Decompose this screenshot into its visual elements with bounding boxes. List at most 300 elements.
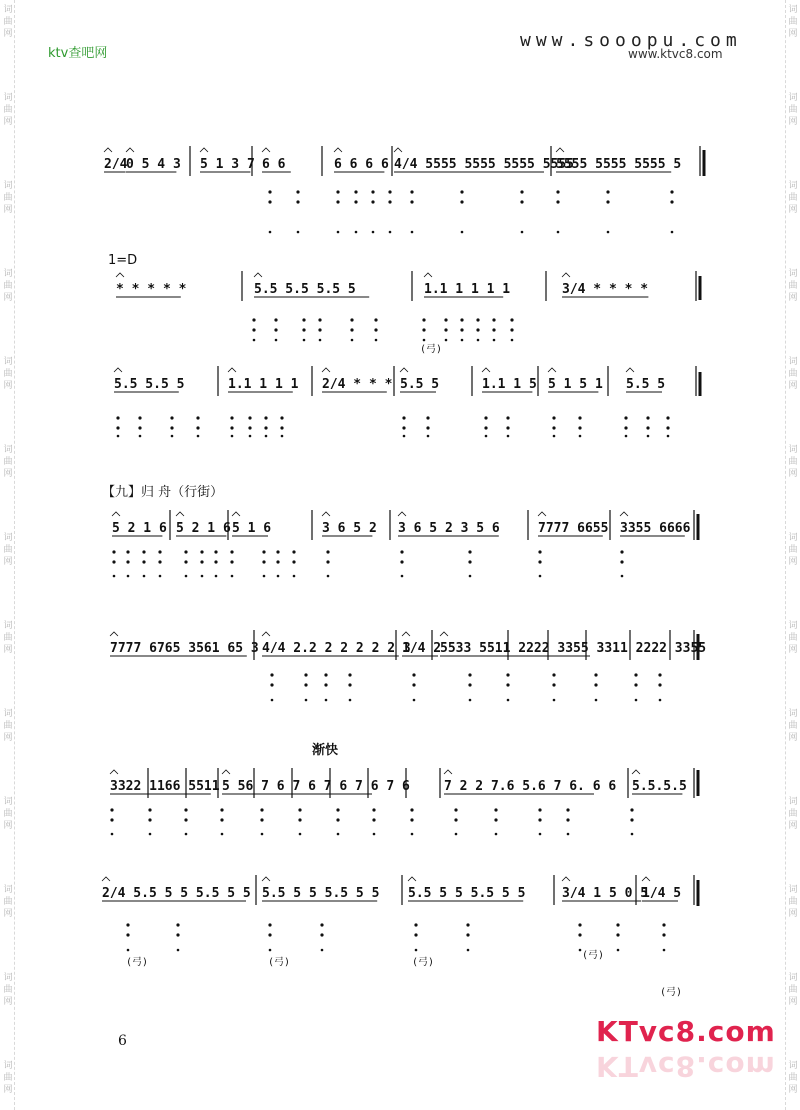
accompaniment-dot [389, 231, 392, 234]
accompaniment-dot [414, 923, 417, 926]
side-watermark-text: 词 曲 网 [788, 5, 798, 39]
accompaniment-dot [336, 818, 339, 821]
accompaniment-dot [318, 328, 321, 331]
accompaniment-dot [402, 426, 405, 429]
score-group: 4/4 5555 5555 5555 5555 [394, 157, 575, 172]
accompaniment-dot [595, 699, 598, 702]
accompaniment-dot [262, 560, 265, 563]
ornament-mark [538, 512, 546, 516]
accompaniment-dot [616, 923, 619, 926]
ornament-mark [222, 770, 230, 774]
accompaniment-dot [671, 231, 674, 234]
side-watermark-text: 词 曲 网 [788, 1061, 798, 1095]
accompaniment-dot [268, 190, 271, 193]
accompaniment-dot [260, 808, 263, 811]
score-group: 1/4 2 [402, 641, 442, 656]
ornament-mark [562, 273, 570, 277]
accompaniment-dot [466, 923, 469, 926]
accompaniment-dot [277, 575, 280, 578]
accompaniment-dot [506, 426, 509, 429]
side-watermark-text: 词 曲 网 [788, 93, 798, 127]
accompaniment-dot [477, 339, 480, 342]
accompaniment-dot [454, 818, 457, 821]
side-watermark-text: 词 曲 网 [3, 797, 13, 831]
accompaniment-dot [388, 190, 391, 193]
accompaniment-dot [594, 673, 597, 676]
accompaniment-dot [510, 318, 513, 321]
accompaniment-dot [635, 699, 638, 702]
score-group: 0 5 4 3 [126, 157, 181, 172]
ornament-mark [110, 770, 118, 774]
accompaniment-dot [116, 416, 119, 419]
accompaniment-dot [460, 200, 463, 203]
accompaniment-dot [349, 699, 352, 702]
accompaniment-dot [539, 833, 542, 836]
accompaniment-dot [372, 231, 375, 234]
accompaniment-dot [423, 339, 426, 342]
side-watermark-text: 词 曲 网 [3, 973, 13, 1007]
accompaniment-dot [292, 560, 295, 563]
accompaniment-dot [280, 426, 283, 429]
accompaniment-dot [268, 933, 271, 936]
accompaniment-dot [630, 808, 633, 811]
score-group: 7 2 2 7.6 5.6 7 6. 6 6 [444, 779, 617, 794]
accompaniment-dot [337, 231, 340, 234]
side-watermark-text: 词 曲 网 [3, 885, 13, 919]
bow-annotation: (弓) [412, 957, 435, 968]
side-watermark-text: 词 曲 网 [788, 533, 798, 567]
tempo-marking: 渐快 [312, 743, 339, 758]
accompaniment-dot [494, 808, 497, 811]
accompaniment-dot [402, 416, 405, 419]
accompaniment-dot [292, 550, 295, 553]
accompaniment-dot [422, 328, 425, 331]
score-group: 5 56 7 6 7 6 7 6 7 6 7 6 [222, 779, 410, 794]
ornament-mark [400, 368, 408, 372]
ornament-mark [548, 368, 556, 372]
score-group: 7777 6655 [538, 521, 609, 536]
accompaniment-dot [158, 550, 161, 553]
accompaniment-dot [607, 231, 610, 234]
side-watermark-text: 词 曲 网 [788, 269, 798, 303]
side-watermark-text: 词 曲 网 [3, 445, 13, 479]
score-group: 1/4 5 [642, 886, 682, 901]
accompaniment-dot [249, 435, 252, 438]
accompaniment-dot [426, 416, 429, 419]
accompaniment-dot [325, 699, 328, 702]
side-watermark-text: 词 曲 网 [3, 5, 13, 39]
accompaniment-dot [552, 683, 555, 686]
ornament-mark [116, 273, 124, 277]
ornament-mark [262, 877, 270, 881]
accompaniment-dot [196, 416, 199, 419]
accompaniment-dot [410, 808, 413, 811]
accompaniment-dot [110, 818, 113, 821]
accompaniment-dot [552, 416, 555, 419]
ornament-mark [228, 368, 236, 372]
ornament-mark [642, 877, 650, 881]
accompaniment-dot [658, 673, 661, 676]
accompaniment-dot [320, 923, 323, 926]
accompaniment-dot [460, 318, 463, 321]
accompaniment-dot [351, 339, 354, 342]
accompaniment-dot [253, 339, 256, 342]
accompaniment-dot [230, 416, 233, 419]
accompaniment-dot [126, 550, 129, 553]
side-watermark-text: 词 曲 网 [3, 93, 13, 127]
ornament-mark [424, 273, 432, 277]
side-watermark-text: 词 曲 网 [3, 181, 13, 215]
page-number: 6 [118, 1033, 127, 1049]
accompaniment-dot [324, 683, 327, 686]
score-group: 5 1 5 1 [548, 377, 603, 392]
accompaniment-dot [171, 435, 174, 438]
accompaniment-dot [553, 699, 556, 702]
accompaniment-dot [185, 575, 188, 578]
accompaniment-dot [268, 200, 271, 203]
ornament-mark [440, 632, 448, 636]
side-watermark-text: 词 曲 网 [788, 357, 798, 391]
accompaniment-dot [281, 435, 284, 438]
score-group: 5 2 1 6 [176, 521, 231, 536]
ornament-mark [562, 877, 570, 881]
accompaniment-dot [539, 575, 542, 578]
side-watermark-text: 词 曲 网 [3, 709, 13, 743]
accompaniment-dot [467, 949, 470, 952]
accompaniment-dot [426, 426, 429, 429]
accompaniment-dot [375, 339, 378, 342]
accompaniment-dot [185, 833, 188, 836]
side-watermark-text: 词 曲 网 [3, 533, 13, 567]
accompaniment-dot [177, 949, 180, 952]
accompaniment-dot [468, 673, 471, 676]
ornament-mark [626, 368, 634, 372]
accompaniment-dot [556, 200, 559, 203]
accompaniment-dot [412, 673, 415, 676]
accompaniment-dot [230, 550, 233, 553]
score-group: 5.5.5.5 [632, 779, 687, 794]
score-group: 5.5 5.5 5.5 5 [254, 282, 356, 297]
accompaniment-dot [248, 426, 251, 429]
accompaniment-dot [298, 808, 301, 811]
accompaniment-dot [444, 318, 447, 321]
accompaniment-dot [354, 200, 357, 203]
accompaniment-dot [280, 416, 283, 419]
accompaniment-dot [252, 328, 255, 331]
accompaniment-dot [336, 200, 339, 203]
accompaniment-dot [302, 318, 305, 321]
score-group: 2/4 5.5 5 5 5.5 5 5 [102, 886, 251, 901]
accompaniment-dot [507, 699, 510, 702]
score-group: 2/4 [104, 157, 128, 172]
accompaniment-dot [269, 949, 272, 952]
accompaniment-dot [274, 328, 277, 331]
bow-annotation: (弓) [268, 957, 291, 968]
ornament-mark [334, 148, 342, 152]
side-watermark-text: 词 曲 网 [3, 357, 13, 391]
accompaniment-dot [461, 231, 464, 234]
accompaniment-dot [411, 833, 414, 836]
accompaniment-dot [469, 699, 472, 702]
accompaniment-dot [388, 200, 391, 203]
ornament-mark [112, 512, 120, 516]
accompaniment-dot [646, 426, 649, 429]
ornament-mark [126, 148, 134, 152]
accompaniment-dot [142, 550, 145, 553]
accompaniment-dot [274, 318, 277, 321]
accompaniment-dot [646, 416, 649, 419]
accompaniment-dot [552, 426, 555, 429]
accompaniment-dot [507, 435, 510, 438]
ornament-mark [632, 770, 640, 774]
side-watermark-text: 词 曲 网 [788, 181, 798, 215]
accompaniment-dot [520, 200, 523, 203]
accompaniment-dot [414, 933, 417, 936]
accompaniment-dot [158, 560, 161, 563]
side-watermark-text: 词 曲 网 [788, 885, 798, 919]
accompaniment-dot [552, 673, 555, 676]
ornament-mark [556, 148, 564, 152]
side-watermark-text: 词 曲 网 [788, 621, 798, 655]
site-url-right: www.sooopu.com [520, 30, 742, 51]
accompaniment-dot [553, 435, 556, 438]
accompaniment-dot [401, 575, 404, 578]
accompaniment-dot [506, 683, 509, 686]
bow-annotation: (弓) [582, 950, 605, 961]
accompaniment-dot [270, 683, 273, 686]
accompaniment-dot [557, 231, 560, 234]
accompaniment-dot [594, 683, 597, 686]
ornament-mark [408, 877, 416, 881]
accompaniment-dot [578, 933, 581, 936]
accompaniment-dot [113, 575, 116, 578]
accompaniment-dot [461, 339, 464, 342]
accompaniment-dot [634, 683, 637, 686]
accompaniment-dot [667, 435, 670, 438]
accompaniment-dot [371, 200, 374, 203]
accompaniment-dot [116, 426, 119, 429]
score-group: 7777 6765 3561 65 3 [110, 641, 259, 656]
accompaniment-dot [126, 923, 129, 926]
score-group: 5 2 1 6 [112, 521, 167, 536]
accompaniment-dot [538, 560, 541, 563]
ornament-mark [322, 368, 330, 372]
accompaniment-dot [411, 231, 414, 234]
accompaniment-dot [468, 560, 471, 563]
ornament-mark [322, 512, 330, 516]
accompaniment-dot [460, 190, 463, 193]
accompaniment-dot [139, 435, 142, 438]
accompaniment-dot [476, 328, 479, 331]
accompaniment-dot [200, 550, 203, 553]
accompaniment-dot [659, 699, 662, 702]
ornament-mark [254, 273, 262, 277]
ornament-mark [262, 632, 270, 636]
accompaniment-dot [112, 560, 115, 563]
accompaniment-dot [520, 190, 523, 193]
accompaniment-dot [355, 231, 358, 234]
accompaniment-dot [670, 200, 673, 203]
accompaniment-dot [214, 560, 217, 563]
accompaniment-dot [184, 560, 187, 563]
accompaniment-dot [112, 550, 115, 553]
ornament-mark [200, 148, 208, 152]
accompaniment-dot [662, 923, 665, 926]
accompaniment-dot [260, 818, 263, 821]
accompaniment-dot [631, 833, 634, 836]
accompaniment-dot [666, 416, 669, 419]
accompaniment-dot [298, 818, 301, 821]
accompaniment-dot [231, 575, 234, 578]
side-watermark-text: 词 曲 网 [788, 709, 798, 743]
accompaniment-dot [469, 575, 472, 578]
site-logo-reflection: KTvc8.com [596, 1050, 776, 1083]
accompaniment-dot [184, 550, 187, 553]
side-watermark-text: 词 曲 网 [788, 797, 798, 831]
accompaniment-dot [663, 949, 666, 952]
accompaniment-dot [149, 833, 152, 836]
accompaniment-dot [170, 416, 173, 419]
accompaniment-dot [303, 339, 306, 342]
accompaniment-dot [263, 575, 266, 578]
bow-annotation: (弓) [660, 987, 683, 998]
accompaniment-dot [371, 190, 374, 193]
score-group: 5.5 5 5 5.5 5 5 [408, 886, 526, 901]
accompaniment-dot [337, 833, 340, 836]
accompaniment-dot [326, 560, 329, 563]
accompaniment-dot [304, 683, 307, 686]
accompaniment-dot [468, 683, 471, 686]
accompaniment-dot [422, 318, 425, 321]
accompaniment-dot [220, 808, 223, 811]
site-logo: KTvc8.com [596, 1015, 776, 1048]
accompaniment-dot [413, 699, 416, 702]
score-group: 3322 1166 5511 [110, 779, 220, 794]
accompaniment-dot [510, 328, 513, 331]
accompaniment-dot [630, 818, 633, 821]
ornament-mark [232, 512, 240, 516]
key-signature: 1=D [108, 253, 138, 268]
accompaniment-dot [372, 818, 375, 821]
ornament-mark [114, 368, 122, 372]
bow-annotation: (弓) [420, 344, 443, 355]
accompaniment-dot [578, 923, 581, 926]
accompaniment-dot [484, 416, 487, 419]
accompaniment-dot [485, 435, 488, 438]
accompaniment-dot [304, 673, 307, 676]
accompaniment-dot [268, 923, 271, 926]
accompaniment-dot [176, 933, 179, 936]
accompaniment-dot [410, 818, 413, 821]
accompaniment-dot [265, 435, 268, 438]
accompaniment-dot [348, 683, 351, 686]
accompaniment-dot [415, 949, 418, 952]
accompaniment-dot [566, 808, 569, 811]
ornament-mark [110, 632, 118, 636]
accompaniment-dot [511, 339, 514, 342]
accompaniment-dot [127, 949, 130, 952]
accompaniment-dot [658, 683, 661, 686]
accompaniment-dot [230, 560, 233, 563]
score-group: 5.5 5 [626, 377, 666, 392]
accompaniment-dot [455, 833, 458, 836]
accompaniment-dot [159, 575, 162, 578]
side-watermark-text: 词 曲 网 [788, 445, 798, 479]
accompaniment-dot [110, 808, 113, 811]
accompaniment-dot [269, 231, 272, 234]
accompaniment-dot [621, 575, 624, 578]
score-group: 5 1 3 7 [200, 157, 255, 172]
ornament-mark [394, 148, 402, 152]
accompaniment-dot [262, 550, 265, 553]
accompaniment-dot [221, 833, 224, 836]
accompaniment-dot [296, 190, 299, 193]
accompaniment-dot [556, 190, 559, 193]
accompaniment-dot [326, 550, 329, 553]
accompaniment-dot [271, 699, 274, 702]
side-watermark-text: 词 曲 网 [3, 621, 13, 655]
accompaniment-dot [506, 673, 509, 676]
score-group: 3/4 * * * * [562, 282, 649, 297]
accompaniment-dot [624, 416, 627, 419]
score-group: 3 6 5 2 3 5 6 [398, 521, 500, 536]
accompaniment-dot [264, 416, 267, 419]
accompaniment-dot [412, 683, 415, 686]
accompaniment-dot [579, 949, 582, 952]
accompaniment-dot [662, 933, 665, 936]
accompaniment-dot [264, 426, 267, 429]
score-group: 2/4 * * * [322, 377, 393, 392]
accompaniment-dot [444, 328, 447, 331]
accompaniment-dot [454, 808, 457, 811]
ornament-mark [398, 512, 406, 516]
accompaniment-dot [354, 190, 357, 193]
score-group: 5555 5555 5555 5 [556, 157, 682, 172]
accompaniment-dot [400, 560, 403, 563]
accompaniment-dot [214, 550, 217, 553]
accompaniment-dot [126, 560, 129, 563]
accompaniment-dot [184, 818, 187, 821]
site-url-secondary: www.ktvc8.com [628, 47, 723, 61]
accompaniment-dot [276, 550, 279, 553]
accompaniment-dot [348, 673, 351, 676]
accompaniment-dot [248, 416, 251, 419]
score-group: 3/4 1 5 0 5 [562, 886, 649, 901]
accompaniment-dot [305, 699, 308, 702]
accompaniment-dot [403, 435, 406, 438]
site-name-left: ktv查吧网 [48, 46, 108, 61]
score-group: 5.5 5.5 5 [114, 377, 185, 392]
accompaniment-dot [372, 808, 375, 811]
score-group: 5 1 6 [232, 521, 272, 536]
accompaniment-dot [374, 328, 377, 331]
accompaniment-dot [606, 200, 609, 203]
score-group: 5.5 5 [400, 377, 440, 392]
accompaniment-dot [445, 339, 448, 342]
accompaniment-dot [318, 318, 321, 321]
accompaniment-dot [293, 575, 296, 578]
accompaniment-dot [302, 328, 305, 331]
section-title: 【九】归 舟（行街） [102, 485, 224, 500]
accompaniment-dot [276, 560, 279, 563]
accompaniment-dot [538, 550, 541, 553]
accompaniment-dot [170, 426, 173, 429]
accompaniment-dot [521, 231, 524, 234]
score-group: 6 6 [262, 157, 286, 172]
ornament-mark [262, 148, 270, 152]
score-group: 6 6 6 6 [334, 157, 389, 172]
ornament-mark [176, 512, 184, 516]
